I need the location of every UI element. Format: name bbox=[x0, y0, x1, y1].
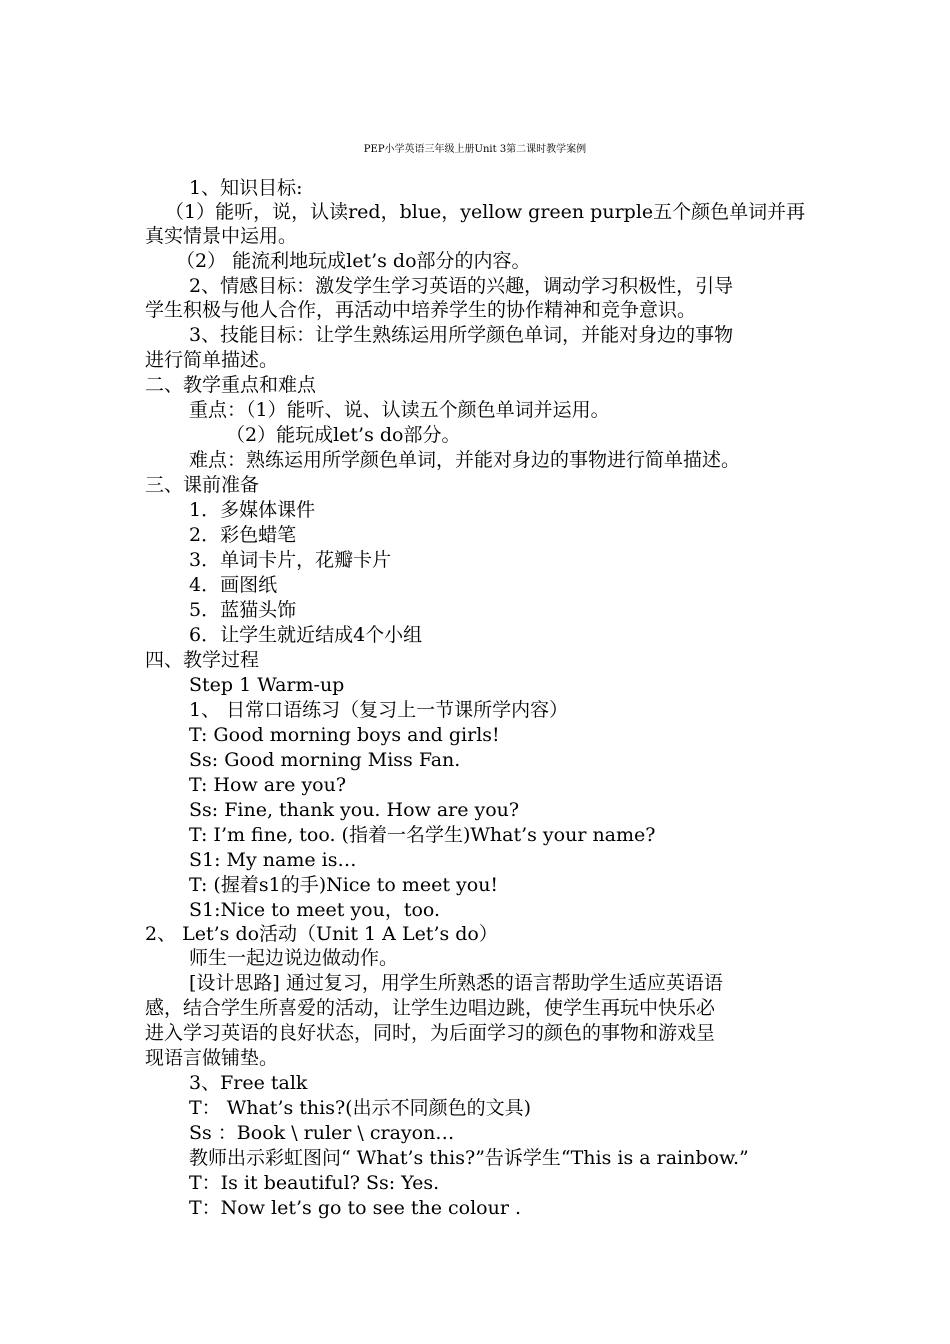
text-line: 1、知识目标: bbox=[189, 177, 303, 199]
dialogue-line: T: Good morning boys and girls! bbox=[189, 724, 500, 746]
text-line: （1）能听，说，认读red，blue，yellow green purple五个颜色单词并再 bbox=[165, 201, 806, 223]
list-item: 2．彩色蜡笔 bbox=[189, 524, 297, 546]
text-line: 师生一起边说边做动作。 bbox=[189, 947, 399, 969]
document-title: PEP小学英语三年级上册Unit 3第二课时教学案例 bbox=[363, 144, 587, 155]
list-item: 3．单词卡片，花瓣卡片 bbox=[189, 549, 392, 571]
dialogue-line: Ss ：Book \ ruler \ crayon… bbox=[189, 1122, 455, 1144]
text-line: 进入学习英语的良好状态，同时，为后面学习的颜色的事物和游戏呈 bbox=[145, 1022, 716, 1044]
text-line: 3、Free talk bbox=[189, 1072, 308, 1094]
text-line: 2、情感目标：激发学生学习英语的兴趣，调动学习积极性，引导 bbox=[189, 275, 734, 297]
text-line: 1、 日常口语练习（复习上一节课所学内容） bbox=[189, 699, 569, 721]
dialogue-line: S1: My name is… bbox=[189, 849, 357, 871]
text-line: [设计思路] 通过复习，用学生所熟悉的语言帮助学生适应英语语 bbox=[189, 972, 723, 994]
text-line: 现语言做铺垫。 bbox=[145, 1047, 279, 1069]
dialogue-line: T: (握着s1的手)Nice to meet you! bbox=[189, 874, 499, 896]
dialogue-line: T： What’s this?(出示不同颜色的文具) bbox=[189, 1097, 531, 1119]
section-heading: 二、教学重点和难点 bbox=[145, 374, 317, 396]
text-line: 感，结合学生所喜爱的活动，让学生边唱边跳，使学生再玩中快乐必 bbox=[145, 997, 716, 1019]
text-line: 学生积极与他人合作，再活动中培养学生的协作精神和竞争意识。 bbox=[145, 299, 697, 321]
text-line: 进行简单描述。 bbox=[145, 349, 279, 371]
text-line: 2、 Let’s do活动（Unit 1 A Let’s do） bbox=[145, 923, 498, 945]
text-line: （2）能玩成let’s do部分。 bbox=[226, 424, 461, 446]
text-line: 难点：熟练运用所学颜色单词，并能对身边的事物进行简单描述。 bbox=[189, 449, 741, 471]
dialogue-line: T：Now let’s go to see the colour . bbox=[189, 1197, 522, 1219]
dialogue-line: T: I’m fine, too. (指着一名学生)What’s your name? bbox=[189, 824, 656, 846]
dialogue-line: Ss: Fine, thank you. How are you? bbox=[189, 799, 520, 821]
list-item: 4．画图纸 bbox=[189, 574, 278, 596]
text-line: 重点：（1）能听、说、认读五个颜色单词并运用。 bbox=[189, 399, 610, 421]
section-heading: 三、课前准备 bbox=[145, 474, 260, 496]
text-line: 教师出示彩虹图问“ What’s this?”告诉学生“This is a rainbow.” bbox=[189, 1147, 749, 1169]
list-item: 5．蓝猫头饰 bbox=[189, 599, 297, 621]
dialogue-line: S1:Nice to meet you，too. bbox=[189, 899, 441, 921]
list-item: 6．让学生就近结成4个小组 bbox=[189, 624, 423, 646]
section-heading: 四、教学过程 bbox=[145, 649, 260, 671]
text-line: Step 1 Warm-up bbox=[189, 674, 345, 696]
text-line: （2） 能流利地玩成let’s do部分的内容。 bbox=[176, 250, 531, 272]
text-line: 真实情景中运用。 bbox=[145, 225, 298, 247]
list-item: 1．多媒体课件 bbox=[189, 499, 316, 521]
text-line: 3、技能目标：让学生熟练运用所学颜色单词，并能对身边的事物 bbox=[189, 324, 734, 346]
dialogue-line: T: How are you? bbox=[189, 774, 347, 796]
dialogue-line: T：Is it beautiful? Ss: Yes. bbox=[189, 1172, 440, 1194]
dialogue-line: Ss: Good morning Miss Fan. bbox=[189, 749, 461, 771]
